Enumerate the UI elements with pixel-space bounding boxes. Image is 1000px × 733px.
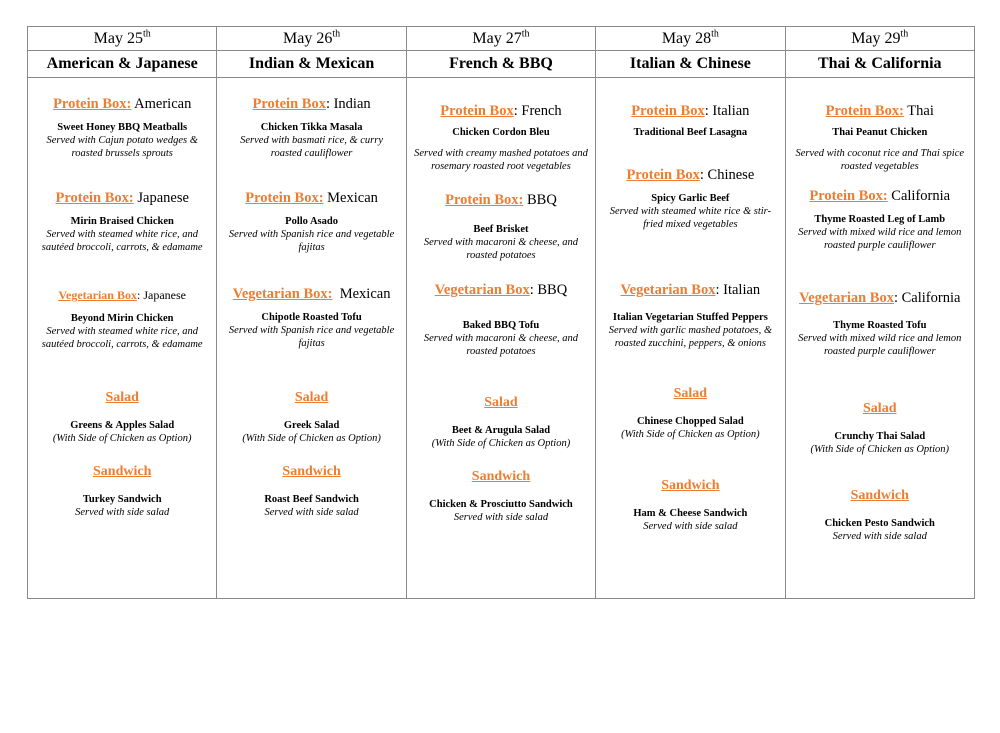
salad-label: Salad — [105, 390, 139, 405]
dish-name: Mirin Braised Chicken — [70, 216, 174, 227]
dish-description: (With Side of Chicken as Option) — [242, 433, 381, 444]
dish-name: Crunchy Thai Salad — [834, 431, 926, 442]
dish-description: Served with side salad — [75, 507, 170, 518]
day-column — [785, 78, 974, 599]
dish-description: Served with steamed white rice, and sautéed broccoli, carrots, & edamame — [41, 326, 203, 350]
protein-box-2: Protein Box: Chinese Spicy Garlic Beef Served with steamed white rice & stir-fried mixed vegetables — [596, 166, 784, 231]
dish-name: Beet & Arugula Salad — [451, 425, 551, 436]
day-column — [406, 78, 595, 599]
dish-name: Turkey Sandwich — [82, 494, 162, 505]
vegetarian-box: Vegetarian Box: California Thyme Roasted Tofu Served with mixed wild rice and lemon roasted purple cauliflower — [786, 289, 974, 358]
sandwich-section — [28, 463, 216, 519]
salad-label: Salad — [863, 401, 897, 416]
date-cell: May 25th — [28, 27, 217, 51]
day-column — [596, 78, 785, 599]
dish-name: Thyme Roasted Leg of Lamb — [814, 214, 946, 225]
dish-name: Greens & Apples Salad — [70, 420, 175, 431]
vegetarian-box: Vegetarian Box: Italian Italian Vegetarian Stuffed Peppers Served with garlic mashed potatoes, & roasted zucchini, peppers, & onions — [596, 281, 784, 350]
dish-name: Baked BBQ Tofu — [462, 320, 540, 331]
dish-description: Served with steamed white rice & stir-fried mixed vegetables — [609, 206, 772, 230]
dish-description: Served with Cajun potato wedges & roasted brussels sprouts — [46, 135, 198, 159]
protein-box-label: Protein Box: — [809, 188, 888, 204]
dish-name: Chipotle Roasted Tofu — [261, 312, 362, 323]
vegetarian-box-label: Vegetarian Box — [620, 282, 716, 298]
sandwich-section — [596, 477, 784, 533]
sandwich-label: Sandwich — [93, 464, 152, 479]
protein-box-2: Protein Box: BBQ Beef Brisket Served with macaroni & cheese, and roasted potatoes — [407, 191, 595, 262]
protein-box-label: Protein Box — [252, 96, 326, 112]
dish-name: Pollo Asado — [285, 216, 338, 227]
dish-name: Chicken & Prosciutto Sandwich — [429, 499, 573, 510]
vegetarian-box-label: Vegetarian Box — [434, 282, 530, 298]
dish-name: Spicy Garlic Beef — [651, 193, 730, 204]
dish-name: Chicken Tikka Masala — [260, 122, 363, 133]
protein-box-label: Protein Box: — [445, 192, 524, 208]
dish-name: Chicken Pesto Sandwich — [824, 518, 935, 529]
date-cell: May 26th — [217, 27, 406, 51]
date-cell: May 29th — [785, 27, 974, 51]
protein-box-label: Protein Box — [631, 103, 705, 119]
dish-description: Served with side salad — [832, 531, 927, 542]
protein-box-2: Protein Box: California Thyme Roasted Leg of Lamb Served with mixed wild rice and lemon roasted purple cauliflower — [786, 187, 974, 252]
dish-description: (With Side of Chicken as Option) — [431, 438, 571, 449]
dish-name: Thai Peanut Chicken — [832, 127, 928, 138]
dish-description: Served with steamed white rice, and sautéed broccoli, carrots, & edamame — [41, 229, 203, 253]
sandwich-label: Sandwich — [661, 478, 720, 493]
protein-box-1: Protein Box: Indian Chicken Tikka Masala Served with basmati rice, & curry roasted cauliflower — [217, 95, 405, 160]
salad-section — [407, 394, 595, 450]
protein-box-label: Protein Box — [626, 167, 700, 183]
dish-description: Served with garlic mashed potatoes, & roasted zucchini, peppers, & onions — [608, 325, 773, 349]
vegetarian-box-label: Vegetarian Box — [799, 290, 894, 306]
protein-box-2: Protein Box: Japanese Mirin Braised Chicken Served with steamed white rice, and sautéed broccoli, carrots, & edamame — [28, 189, 216, 254]
dish-description: (With Side of Chicken as Option) — [621, 429, 760, 440]
dish-description: (With Side of Chicken as Option) — [52, 433, 192, 444]
dish-name: Greek Salad — [283, 420, 340, 431]
day-column — [28, 78, 217, 599]
theme-row — [28, 51, 975, 78]
protein-box-1: Protein Box: American Sweet Honey BBQ Meatballs Served with Cajun potato wedges & roasted brussels sprouts — [28, 95, 216, 160]
salad-label: Salad — [484, 395, 518, 410]
dish-name: Roast Beef Sandwich — [264, 494, 359, 505]
sandwich-label: Sandwich — [282, 464, 341, 479]
dish-description: Served with side salad — [453, 512, 549, 523]
protein-box-1: Protein Box: French Chicken Cordon Bleu Served with creamy mashed potatoes and rosemary roasted root vegetables — [407, 102, 595, 173]
dish-description: Served with Spanish rice and vegetable fajitas — [228, 325, 395, 349]
theme-cell: Thai & California — [785, 51, 974, 78]
salad-section — [786, 400, 974, 456]
vegetarian-box-label: Vegetarian Box — [58, 288, 137, 302]
protein-box-1: Protein Box: Italian Traditional Beef Lasagna — [596, 102, 784, 139]
dish-name: Chinese Chopped Salad — [636, 416, 744, 427]
theme-cell: Italian & Chinese — [596, 51, 785, 78]
theme-cell: Indian & Mexican — [217, 51, 406, 78]
protein-box-label: Protein Box: — [53, 96, 132, 112]
dish-name: Beyond Mirin Chicken — [70, 313, 174, 324]
dish-description: Served with macaroni & cheese, and roasted potatoes — [423, 237, 579, 261]
theme-cell: French & BBQ — [406, 51, 595, 78]
salad-label: Salad — [673, 386, 708, 401]
sandwich-section — [407, 468, 595, 524]
protein-box-label: Protein Box: — [245, 190, 324, 206]
dish-description: Served with Spanish rice and vegetable fajitas — [228, 229, 395, 253]
salad-section — [217, 389, 405, 445]
dish-description: Served with mixed wild rice and lemon roasted purple cauliflower — [798, 227, 962, 251]
dish-description: Served with creamy mashed potatoes and rosemary roasted root vegetables — [414, 148, 588, 172]
dish-description: Served with mixed wild rice and lemon roasted purple cauliflower — [798, 333, 962, 357]
salad-label: Salad — [294, 390, 329, 405]
dish-name: Italian Vegetarian Stuffed Peppers — [612, 312, 768, 323]
dish-name: Ham & Cheese Sandwich — [633, 508, 748, 519]
theme-cell: American & Japanese — [28, 51, 217, 78]
dish-name: Beef Brisket — [473, 224, 529, 235]
sandwich-label: Sandwich — [850, 488, 909, 503]
protein-box-1: Protein Box: Thai Thai Peanut Chicken Served with coconut rice and Thai spice roasted vegetables — [786, 102, 974, 173]
sandwich-section — [786, 487, 974, 543]
dish-description: Served with side salad — [643, 521, 738, 532]
sandwich-label: Sandwich — [471, 469, 531, 484]
dish-name: Sweet Honey BBQ Meatballs — [57, 122, 188, 133]
vegetarian-box: Vegetarian Box: Mexican Chipotle Roasted Tofu Served with Spanish rice and vegetable fajitas — [217, 285, 405, 350]
salad-section — [596, 385, 784, 441]
dish-description: (With Side of Chicken as Option) — [810, 444, 950, 455]
salad-section — [28, 389, 216, 445]
menu-table — [27, 26, 975, 599]
date-row — [28, 27, 975, 51]
day-column — [217, 78, 406, 599]
dish-description: Served with macaroni & cheese, and roasted potatoes — [423, 333, 579, 357]
dish-name: Traditional Beef Lasagna — [633, 127, 748, 138]
protein-box-2: Protein Box: Mexican Pollo Asado Served with Spanish rice and vegetable fajitas — [217, 189, 405, 254]
vegetarian-box-label: Vegetarian Box: — [232, 286, 333, 302]
date-cell: May 27th — [406, 27, 595, 51]
protein-box-label: Protein Box: — [55, 190, 134, 206]
dish-description: Served with basmati rice, & curry roasted cauliflower — [240, 135, 384, 159]
vegetarian-box: Vegetarian Box: BBQ Baked BBQ Tofu Served with macaroni & cheese, and roasted potatoes — [407, 281, 595, 358]
dish-description: Served with coconut rice and Thai spice roasted vegetables — [795, 148, 965, 172]
vegetarian-box: Vegetarian Box: Japanese Beyond Mirin Chicken Served with steamed white rice, and sautéed broccoli, carrots, & edamame — [28, 286, 216, 351]
dish-name: Chicken Cordon Bleu — [452, 127, 550, 138]
protein-box-label: Protein Box: — [825, 103, 904, 119]
protein-box-label: Protein Box — [440, 103, 514, 119]
menu-body-row — [28, 78, 975, 599]
sandwich-section — [217, 463, 405, 519]
dish-description: Served with side salad — [264, 507, 359, 518]
date-cell: May 28th — [596, 27, 785, 51]
dish-name: Thyme Roasted Tofu — [833, 320, 927, 331]
